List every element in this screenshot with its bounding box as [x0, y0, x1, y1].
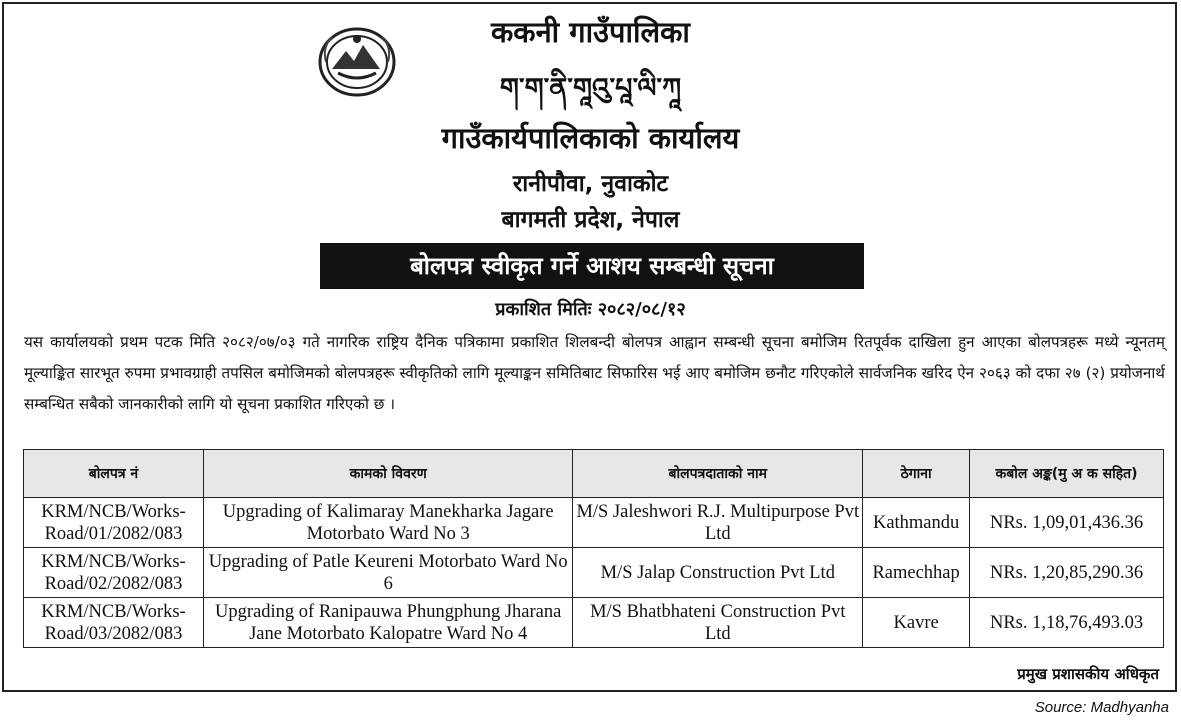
bid-amount-cell: NRs. 1,18,76,493.03 — [970, 598, 1164, 648]
bid-number-cell: KRM/NCB/Works-Road/03/2082/083 — [24, 598, 204, 648]
municipality-name-tibetan: ག་ག་ནི་གཱའུ་པཱ་ལི་ཀཱ — [499, 73, 682, 104]
address-cell: Kathmandu — [863, 498, 970, 548]
column-header: ठेगाना — [863, 450, 970, 498]
work-description-cell: Upgrading of Kalimaray Manekharka Jagare Motorbato Ward No 3 — [203, 498, 573, 548]
bid-amount-cell: NRs. 1,09,01,436.36 — [970, 498, 1164, 548]
work-description-cell: Upgrading of Ranipauwa Phungphung Jharana Jane Motorbato Kalopatre Ward No 4 — [203, 598, 573, 648]
notice-title: बोलपत्र स्वीकृत गर्ने आशय सम्बन्धी सूचना — [320, 243, 864, 289]
bid-amount-cell: NRs. 1,20,85,290.36 — [970, 548, 1164, 598]
bidder-name-cell: M/S Jaleshwori R.J. Multipurpose Pvt Ltd — [573, 498, 863, 548]
column-header: कबोल अङ्क(मु अ क सहित) — [970, 450, 1164, 498]
bid-number-cell: KRM/NCB/Works-Road/01/2082/083 — [24, 498, 204, 548]
office-province: बागमती प्रदेश, नेपाल — [501, 207, 680, 233]
table-row — [24, 598, 1164, 648]
address-cell: Kavre — [863, 598, 970, 648]
bidder-name-cell: M/S Jalap Construction Pvt Ltd — [573, 548, 863, 598]
table-row — [24, 548, 1164, 598]
notice-body: यस कार्यालयको प्रथम पटक मिति २०८२/०७/०३ गते नागरिक राष्ट्रिय दैनिक पत्रिकामा प्रकाशित शिलबन्दी बोलपत्र आह्वान सम्बन्धी सूचना बमोजिम रितपूर्वक दाखिला हुन आएका बोलपत्रहरू मध्ये न्यूनतम् मूल्याङ्कित सारभूत रुपमा प्रभावग्राही तपसिल बमोजिमको बोलपत्रहरू स्वीकृतिको लागि मूल्याङ्कन समितिबाट सिफारिस भई आए बमोजिम छनौट गरिएकोले सार्वजनिक खरिद ऐन २०६३ को दफा २७ (२) प्रयोजनार्थ सम्बन्धित सबैको जानकारीको लागि यो सूचना प्रकाशित गरिएको छ । — [24, 333, 1165, 413]
bid-number-cell: KRM/NCB/Works-Road/02/2082/083 — [24, 548, 204, 598]
table-row — [24, 498, 1164, 548]
work-description-cell: Upgrading of Patle Keureni Motorbato Ward No 6 — [203, 548, 573, 598]
source-credit: Source: Madhyanha — [1034, 699, 1169, 716]
published-date: प्रकाशित मितिः २०८२/०८/१२ — [495, 299, 686, 320]
signatory-title: प्रमुख प्रशासकीय अधिकृत — [1017, 665, 1159, 683]
office-name: गाउँकार्यपालिकाको कार्यालय — [441, 121, 740, 155]
address-cell: Ramechhap — [863, 548, 970, 598]
bidder-name-cell: M/S Bhatbhateni Construction Pvt Ltd — [573, 598, 863, 648]
column-header: कामको विवरण — [203, 450, 573, 498]
column-header: बोलपत्रदाताको नाम — [573, 450, 863, 498]
table-header-row — [24, 450, 1164, 498]
bid-table — [23, 449, 1164, 648]
column-header: बोलपत्र नं — [24, 450, 204, 498]
office-location: रानीपौवा, नुवाकोट — [512, 171, 669, 197]
municipality-name: ककनी गाउँपालिका — [491, 15, 690, 49]
